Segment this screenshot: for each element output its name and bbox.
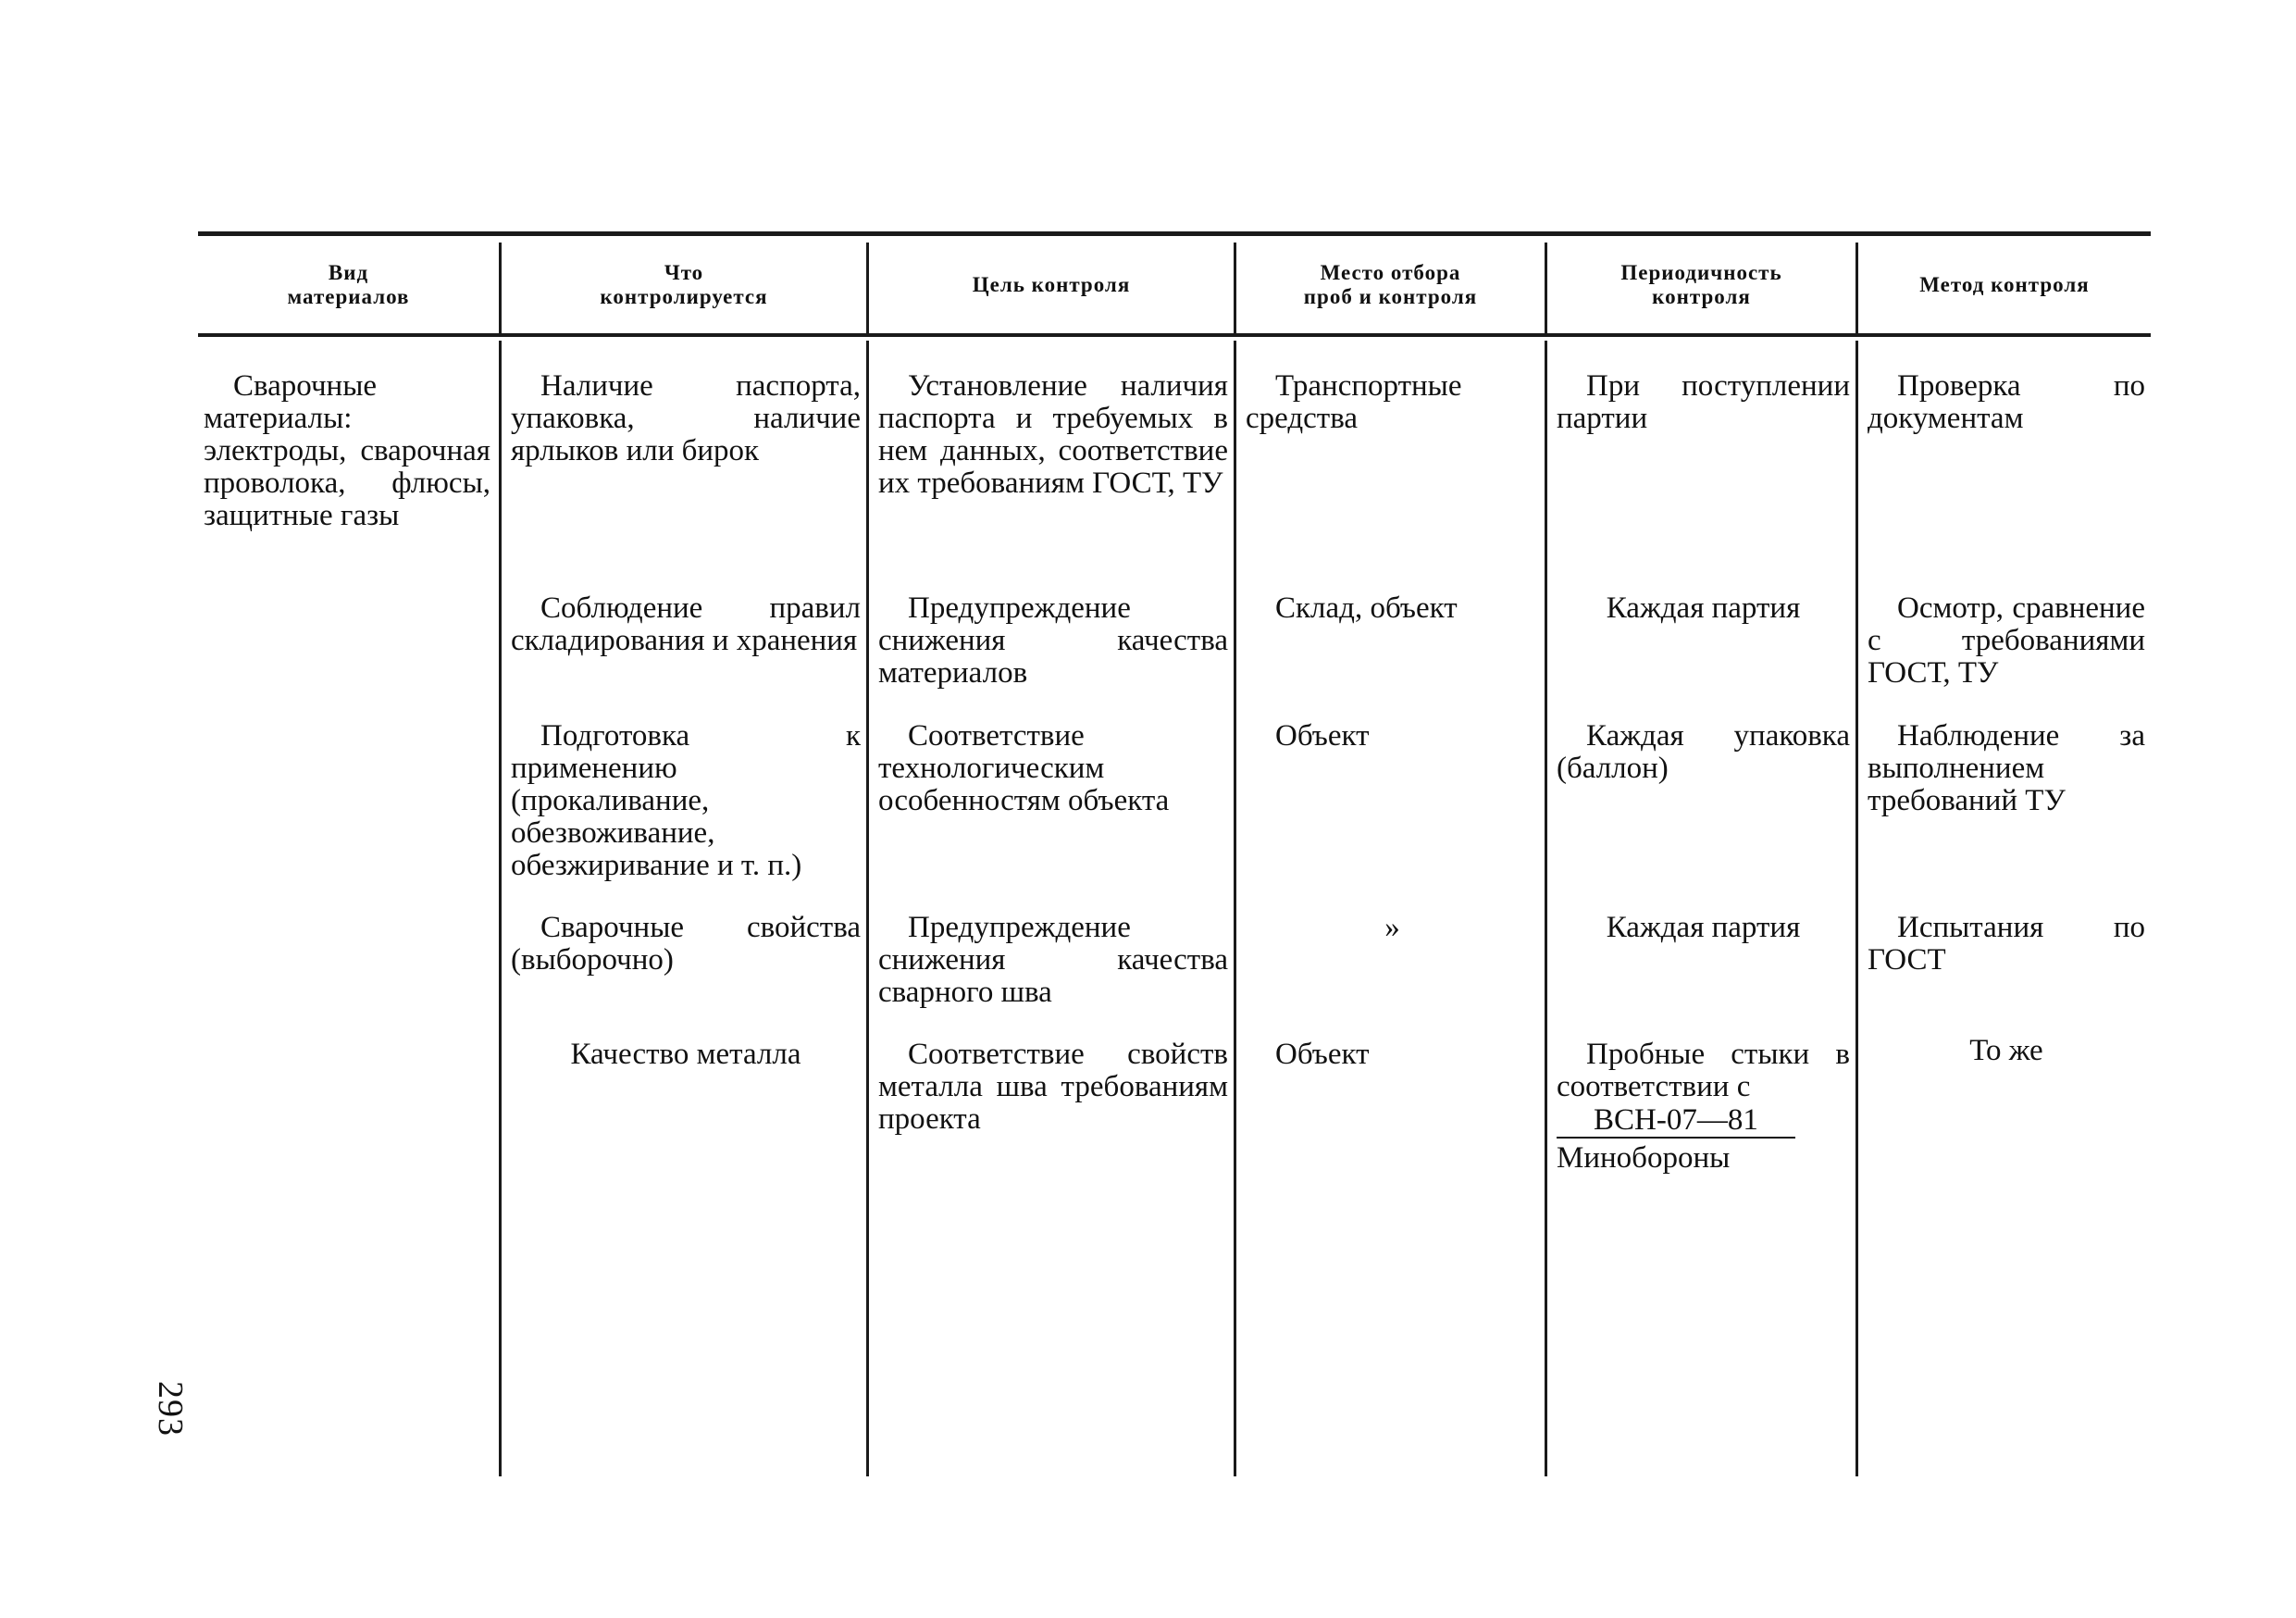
row1-period: При поступлении партии bbox=[1557, 369, 1850, 435]
header-control-method: Метод контроля bbox=[1919, 273, 2090, 296]
regulation-reference bbox=[1557, 1103, 1850, 1175]
row1-method: Проверка по документам bbox=[1868, 369, 2145, 435]
row4-what: Сварочные свойства (выборочно) bbox=[511, 911, 861, 977]
header-bottom-rule bbox=[198, 333, 2151, 337]
regulation-code: ВСН-07—81 bbox=[1557, 1103, 1795, 1139]
row4-period: Каждая партия bbox=[1606, 911, 1801, 944]
row5-what: Качество металла bbox=[570, 1038, 801, 1071]
header-sampling-place: Место отбора проб и контроля bbox=[1303, 261, 1478, 308]
row1-place: Транспортные средства bbox=[1246, 369, 1462, 435]
row3-place: Объект bbox=[1275, 719, 1370, 753]
column-divider bbox=[1545, 341, 1547, 1476]
row5-place: Объект bbox=[1275, 1038, 1370, 1071]
header-material-type: Вид материалов bbox=[287, 261, 410, 308]
row4-method: Испытания по ГОСТ bbox=[1868, 911, 2145, 977]
column-divider bbox=[499, 341, 502, 1476]
header-periodicity: Периодичность контроля bbox=[1620, 261, 1782, 308]
row2-goal: Предупреждение снижения качества материалов bbox=[878, 591, 1228, 690]
row1-what: Наличие паспорта, упаковка, наличие ярлыков или бирок bbox=[511, 369, 861, 467]
row5-goal: Соответствие свойств металла шва требованиям проекта bbox=[878, 1038, 1228, 1136]
row3-period: Каждая упаковка (баллон) bbox=[1557, 719, 1850, 785]
page-number: 293 bbox=[151, 1381, 190, 1437]
row5-method: То же bbox=[1969, 1034, 2043, 1067]
row4-place-ditto: » bbox=[1384, 911, 1400, 944]
header-control-goal: Цель контроля bbox=[972, 273, 1131, 296]
row2-what: Соблюдение правил складирования и хранения bbox=[511, 591, 861, 657]
row1-goal: Установление наличия паспорта и требуемых в нем данных, соответствие их требованиям ГОСТ, ТУ bbox=[878, 369, 1228, 500]
material-type-cell: Сварочные материалы: электроды, сварочная проволока, флюсы, защитные газы bbox=[204, 369, 490, 532]
row3-what: Подготовка к применению (прокаливание, обезвоживание, обезжиривание и т. п.) bbox=[511, 719, 861, 882]
row2-period: Каждая партия bbox=[1606, 591, 1801, 625]
row2-place: Склад, объект bbox=[1275, 591, 1458, 625]
column-divider bbox=[1234, 341, 1236, 1476]
row5-period: Пробные стыки в соответствии с ВСН-07—81 Минобороны bbox=[1557, 1038, 1850, 1175]
column-divider bbox=[1855, 341, 1858, 1476]
row2-method: Осмотр, сравнение с требованиями ГОСТ, ТУ bbox=[1868, 591, 2145, 690]
row4-goal: Предупреждение снижения качества сварного шва bbox=[878, 911, 1228, 1009]
table-top-rule bbox=[198, 231, 2151, 236]
column-divider bbox=[866, 341, 869, 1476]
regulation-authority: Минобороны bbox=[1557, 1141, 1731, 1175]
control-table bbox=[198, 231, 2151, 1476]
header-what-controlled: Что контролируется bbox=[600, 261, 768, 308]
row3-method: Наблюдение за выполнением требований ТУ bbox=[1868, 719, 2145, 817]
row3-goal: Соответствие технологическим особенностям объекта bbox=[878, 719, 1170, 817]
